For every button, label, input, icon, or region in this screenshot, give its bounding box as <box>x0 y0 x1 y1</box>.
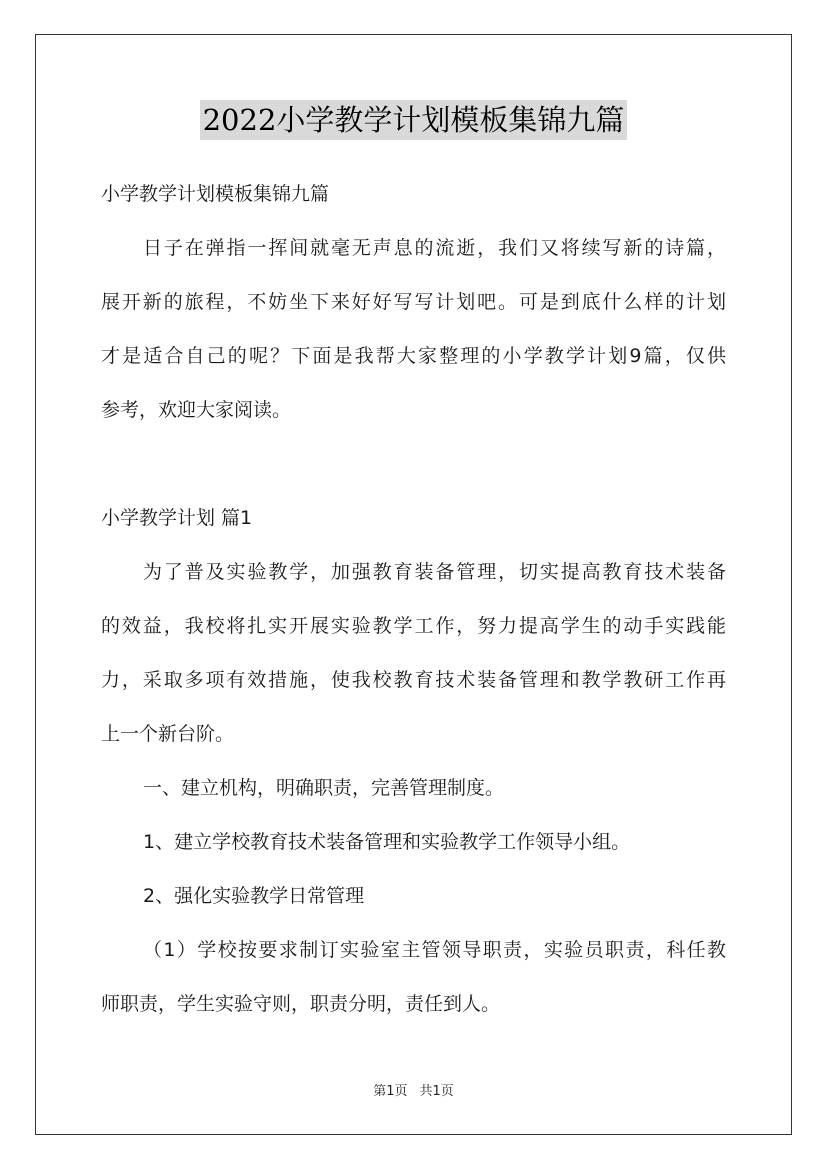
page-footer <box>0 1083 827 1101</box>
section-para1-line-3: 力，采取多项有效措施，使我校教育技术装备管理和教学教研工作再 <box>101 669 726 691</box>
section-para2-line-1: （1）学校按要求制订实验室主管领导职责，实验员职责，科任教 <box>143 939 726 961</box>
section-para1-line-2: 的效益，我校将扎实开展实验教学工作，努力提高学生的动手实践能 <box>101 615 726 637</box>
section-para2-line-2: 师职责，学生实验守则，职责分明，责任到人。 <box>101 993 501 1015</box>
document-title: 2022小学教学计划模板集锦九篇 <box>200 100 628 140</box>
intro-line-3: 才是适合自己的呢？下面是我帮大家整理的小学教学计划9篇，仅供 <box>101 345 726 367</box>
section-heading: 小学教学计划 篇1 <box>101 507 253 529</box>
page-total: 共1页 <box>419 1084 454 1099</box>
title-container <box>0 100 827 140</box>
intro-line-4: 参考，欢迎大家阅读。 <box>101 399 292 421</box>
section-para1-line-4: 上一个新台阶。 <box>101 723 235 745</box>
document-subtitle: 小学教学计划模板集锦九篇 <box>101 183 330 205</box>
page-number: 第1页 <box>373 1084 408 1099</box>
intro-line-2: 展开新的旅程，不妨坐下来好好写写计划吧。可是到底什么样的计划 <box>101 291 726 313</box>
intro-line-1: 日子在弹指一挥间就毫无声息的流逝，我们又将续写新的诗篇， <box>143 237 726 259</box>
list-item-1-2: 2、强化实验教学日常管理 <box>143 885 365 907</box>
list-item-1-1: 1、建立学校教育技术装备管理和实验教学工作领导小组。 <box>143 831 631 853</box>
section-para1-line-1: 为了普及实验教学，加强教育装备管理，切实提高教育技术装备 <box>143 561 726 583</box>
list-item-1: 一、建立机构，明确职责，完善管理制度。 <box>143 777 505 799</box>
